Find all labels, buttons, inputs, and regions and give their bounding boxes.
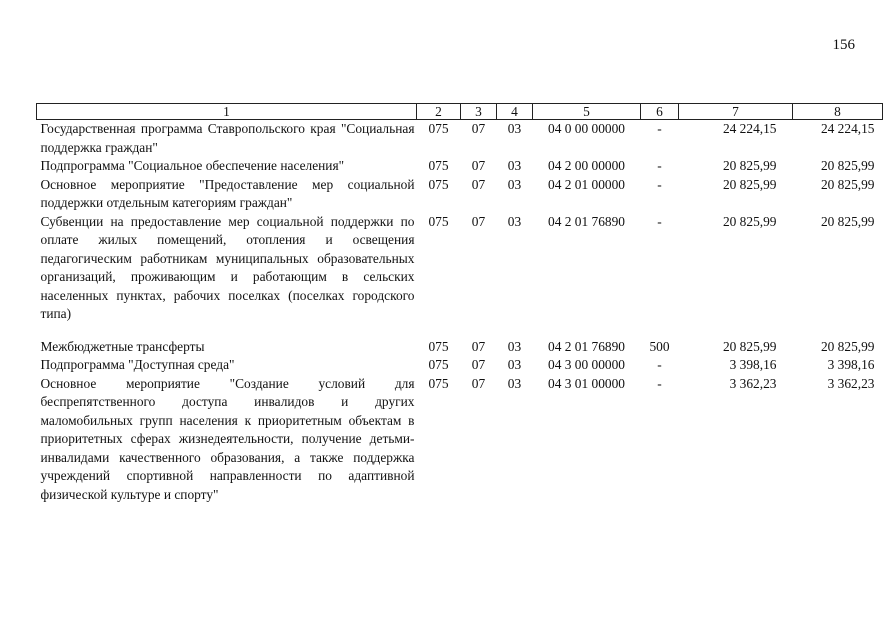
column-header: 1 [37,104,417,120]
row-vr: - [657,176,662,192]
row-vr: 500 [649,338,670,354]
row-ved: 075 [428,213,449,229]
table-row [37,338,883,357]
row-csr: 04 2 01 00000 [548,176,625,192]
row-pr: 03 [507,338,522,354]
row-name: Основное мероприятие "Предоставление мер социальной поддержки отдельным категориям граждан" [40,176,415,210]
row-ved: 075 [428,375,449,391]
column-header: 5 [533,104,641,120]
row-sum-7: 20 825,99 [722,176,777,192]
row-rz: 07 [471,338,486,354]
row-sum-7: 20 825,99 [722,213,777,229]
table-row [37,213,883,324]
column-header: 2 [417,104,461,120]
row-rz: 07 [471,213,486,229]
row-sum-8: 20 825,99 [820,158,875,173]
row-csr: 04 3 00 00000 [548,357,625,372]
row-pr: 03 [507,158,522,173]
row-csr: 04 2 01 76890 [548,213,625,229]
column-header: 6 [641,104,679,120]
column-header: 4 [497,104,533,120]
spacer-row [37,324,883,338]
table-header-row [37,104,883,120]
row-sum-8: 20 825,99 [820,176,875,192]
row-csr: 04 0 00 00000 [548,121,625,136]
row-sum-8: 20 825,99 [820,338,875,354]
table-row [37,120,883,158]
row-vr: - [657,158,662,173]
row-rz: 07 [471,357,486,372]
table-row [37,375,883,505]
row-vr: - [657,357,662,372]
row-pr: 03 [507,121,522,136]
row-sum-7: 24 224,15 [722,121,777,136]
row-pr: 03 [507,176,522,192]
column-header: 7 [679,104,793,120]
row-pr: 03 [507,375,522,391]
row-sum-7: 20 825,99 [722,158,777,173]
row-pr: 03 [507,357,522,372]
table-row [37,176,883,213]
row-ved: 075 [428,338,449,354]
row-rz: 07 [471,375,486,391]
column-header: 8 [793,104,883,120]
row-name: Подпрограмма "Доступная среда" [40,357,235,372]
row-ved: 075 [428,158,449,173]
table-row [37,356,883,375]
column-header: 3 [461,104,497,120]
row-vr: - [657,375,662,391]
row-ved: 075 [428,121,449,136]
row-sum-8: 24 224,15 [820,121,875,136]
row-sum-8: 3 362,23 [827,375,875,391]
row-name: Межбюджетные трансферты [40,338,205,354]
row-name: Основное мероприятие "Создание условий для беспрепятственного доступа инвалидов и других маломобильных групп населения к приоритетным объектам в приоритетных сферах жизнедеятельности, получение детьми-инвалидами качественного образования, а также поддержка учреждений спортивной направленности по адаптивной физической культуре и спорту" [40,375,415,502]
row-ved: 075 [428,176,449,192]
row-pr: 03 [507,213,522,229]
row-rz: 07 [471,121,486,136]
row-sum-7: 3 398,16 [729,357,777,372]
row-csr: 04 2 00 00000 [548,158,625,173]
table-row [37,157,883,176]
row-vr: - [657,121,662,136]
row-name: Субвенции на предоставление мер социальной поддержки по оплате жилых помещений, отопления и освещения педагогическим работникам муниципальных образовательных организаций, проживающим и работающим в сельских населенных пунктах, рабочих поселках (поселках городского типа) [40,213,415,321]
row-csr: 04 2 01 76890 [548,338,625,354]
page-number: 156 [832,37,855,53]
row-sum-7: 3 362,23 [729,375,777,391]
row-sum-8: 20 825,99 [820,213,875,229]
row-sum-7: 20 825,99 [722,338,777,354]
row-vr: - [657,213,662,229]
row-csr: 04 3 01 00000 [548,375,625,391]
row-rz: 07 [471,176,486,192]
row-ved: 075 [428,357,449,372]
spacer-cell [37,324,883,338]
budget-table [36,103,883,504]
row-name: Подпрограмма "Социальное обеспечение населения" [40,158,345,173]
row-sum-8: 3 398,16 [827,357,875,372]
row-name: Государственная программа Ставропольского края "Социальная поддержка граждан" [40,121,415,155]
row-rz: 07 [471,158,486,173]
